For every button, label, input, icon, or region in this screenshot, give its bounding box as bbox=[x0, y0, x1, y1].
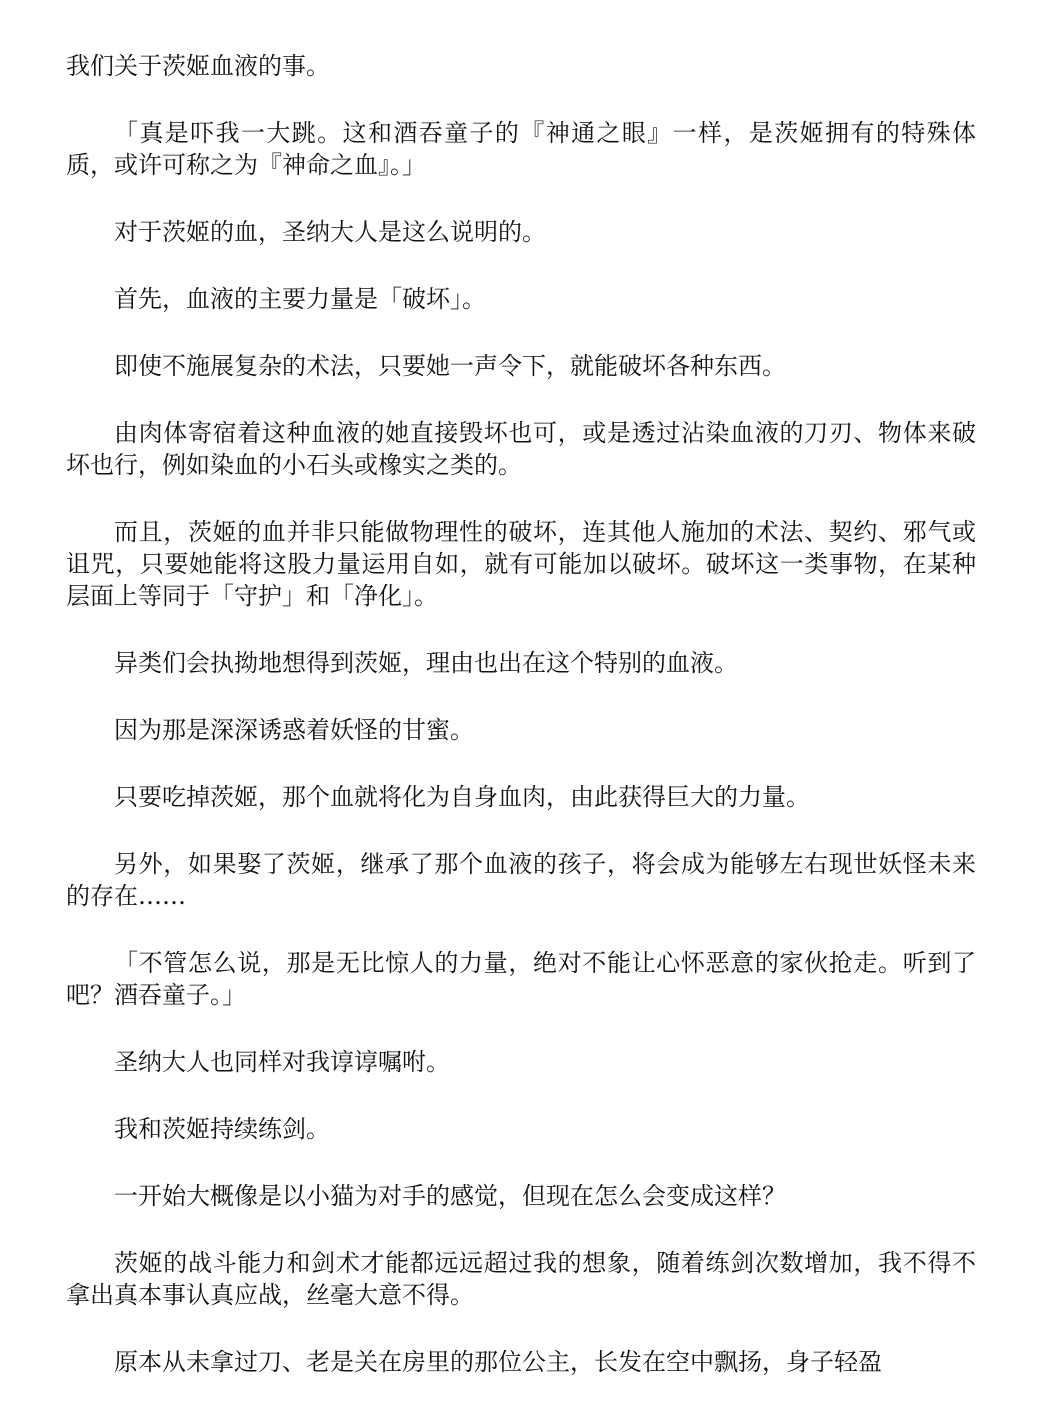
paragraph: 茨姬的战斗能力和剑术才能都远远超过我的想象，随着练剑次数增加，我不得不拿出真本事认真应战，丝毫大意不得。 bbox=[66, 1249, 976, 1309]
paragraph: 我们关于茨姬血液的事。 bbox=[66, 52, 330, 80]
paragraph: 对于茨姬的血，圣纳大人是这么说明的。 bbox=[114, 218, 546, 246]
paragraph: 由肉体寄宿着这种血液的她直接毁坏也可，或是透过沾染血液的刀刃、物体来破坏也行，例如染血的小石头或橡实之类的。 bbox=[66, 419, 976, 479]
paragraph: 因为那是深深诱惑着妖怪的甘蜜。 bbox=[114, 716, 474, 744]
paragraph: 圣纳大人也同样对我谆谆嘱咐。 bbox=[114, 1048, 450, 1076]
paragraph: 首先，血液的主要力量是「破坏」。 bbox=[114, 285, 486, 313]
book-page bbox=[66, 50, 976, 1413]
paragraph: 「不管怎么说，那是无比惊人的力量，绝对不能让心怀恶意的家伙抢走。听到了吧？酒吞童子。」 bbox=[66, 949, 976, 1009]
paragraph: 一开始大概像是以小猫为对手的感觉，但现在怎么会变成这样？ bbox=[114, 1182, 786, 1210]
paragraph: 我和茨姬持续练剑。 bbox=[114, 1115, 330, 1143]
paragraph: 只要吃掉茨姬，那个血就将化为自身血肉，由此获得巨大的力量。 bbox=[114, 783, 810, 811]
paragraph: 异类们会执拗地想得到茨姬，理由也出在这个特别的血液。 bbox=[114, 649, 738, 677]
paragraph: 而且，茨姬的血并非只能做物理性的破坏，连其他人施加的术法、契约、邪气或诅咒，只要她能将这股力量运用自如，就有可能加以破坏。破坏这一类事物，在某种层面上等同于「守护」和「净化」。 bbox=[66, 518, 976, 610]
paragraph: 即使不施展复杂的术法，只要她一声令下，就能破坏各种东西。 bbox=[114, 352, 786, 380]
paragraph: 原本从未拿过刀、老是关在房里的那位公主，长发在空中飘扬，身子轻盈 bbox=[114, 1348, 882, 1376]
paragraph: 另外，如果娶了茨姬，继承了那个血液的孩子，将会成为能够左右现世妖怪未来的存在…… bbox=[66, 850, 976, 910]
paragraph: 「真是吓我一大跳。这和酒吞童子的『神通之眼』一样，是茨姬拥有的特殊体质，或许可称之为『神命之血』。」 bbox=[66, 119, 976, 179]
